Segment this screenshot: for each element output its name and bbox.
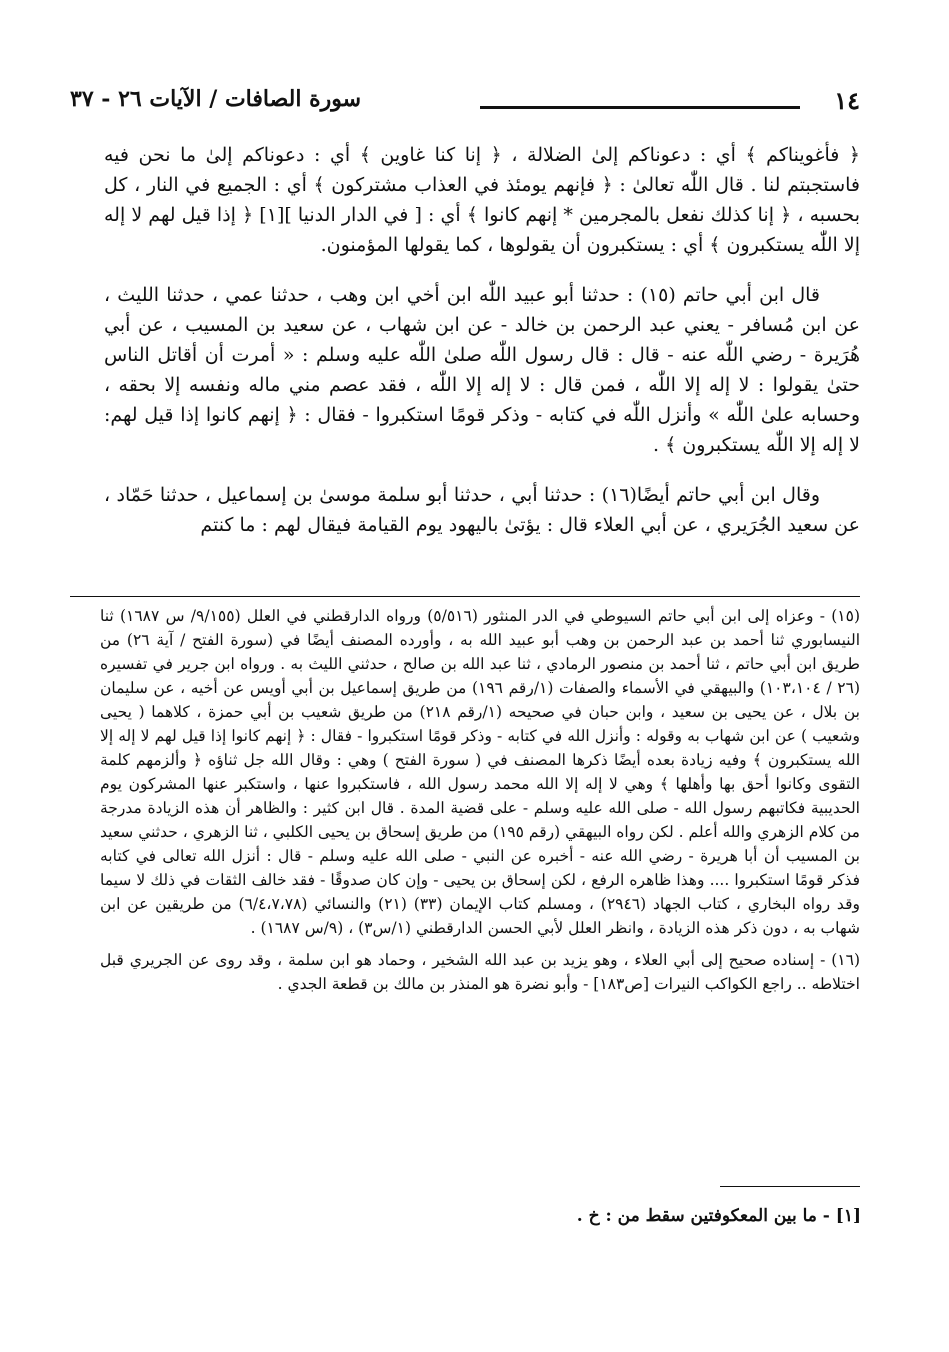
manuscript-note: [١] - ما بين المعكوفتين سقط من : خ . [576,1206,861,1226]
running-title: سورة الصافات / الآيات ٢٦ - ٣٧ [70,86,362,112]
paragraph-hadith-15: قال ابن أبي حاتم (١٥) : حدثنا أبو عبيد اللّٰه ابن أخي ابن وهب ، حدثنا عمي ، حدثنا الليث ، عن ابن مُسافر - يعني عبد الرحمن بن خالد - عن ابن شهاب ، عن سعيد بن المسيب ، عن أبي هُرَيرة - رضي اللّٰه عنه - قال : قال رسول اللّٰه صلىٰ اللّٰه عليه وسلم : « أمرت أن أقاتل الناس حتىٰ يقولوا : لا إله إلا اللّٰه ، فمن قال : لا إله إلا اللّٰه ، فقد عصم مني ماله ونفسه إلا بحقه ، وحسابه علىٰ اللّٰه » وأنزل اللّٰه في كتابه - وذكر قومًا استكبروا - فقال : ﴿ إنهم كانوا إذا قيل لهم: لا إله إلا اللّٰه يستكبرون ﴾ . [104,284,860,456]
paragraph-hadith-16: وقال ابن أبي حاتم أيضًا(١٦) : حدثنا أبي ، حدثنا أبو سلمة موسىٰ بن إسماعيل ، حدثنا حَمّاد ، عن سعيد الجُرَيري ، عن أبي العلاء قال : يؤتىٰ باليهود يوم القيامة فيقال لهم : ما كنتم [104,484,860,536]
main-text [104,140,860,560]
header-rule [480,106,800,109]
page-number: ١٤ [834,86,860,115]
note-divider [720,1186,860,1187]
footnote-15: (١٥) - وعزاه إلى ابن أبي حاتم السيوطي في الدر المنثور (٥/٥١٦) ورواه الدارقطني في العلل (٩/١٥٥/ س ١٦٨٧) ثنا النيسابوري ثنا أحمد بن عبد الرحمن بن وهب أبو عبيد الله به ، وأورده المصنف أيضًا في (سورة الفتح / آية ٢٦) من طريق ابن أبي حاتم ، ثنا أحمد بن منصور الرمادي ، ثنا عبد الله بن صالح ، حدثني الليث به . ورواه ابن جرير في تفسيره (٢٦ / ١٠٣،١٠٤) والبيهقي في الأسماء والصفات (١/رقم ١٩٦) من طريق إسماعيل بن أبي أويس عن أخيه ، عن سليمان بن بلال ، عن يحيى بن سعيد ، وابن حبان في صحيحه (١/رقم ٢١٨) من طريق شعيب بن أبي حمزة ، كلاهما ( يحيى وشعيب ) عن ابن شهاب به وقوله : وأنزل الله في كتابه - وذكر قومًا استكبروا - فقال : ﴿ إنهم كانوا إذا قيل لهم لا إله إلا الله يستكبرون ﴾ وفيه زيادة بعده أيضًا ذكرها المصنف في ( سورة الفتح ) وهي : وقال الله جل ثناؤه ﴿ وألزمهم كلمة التقوى وكانوا أحق بها وأهلها ﴾ وهي لا إله إلا الله محمد رسول الله ، فاستكبروا عنها ، واستكبر عنها المشركون يوم الحديبية فكاتبهم رسول الله - صلى الله عليه وسلم - على قضية المدة . قال ابن كثير : والظاهر أن هذه الزيادة مدرجة من كلام الزهري والله أعلم . لكن رواه البيهقي (رقم ١٩٥) من طريق إسحاق بن يحيى الكلبي ، ثنا الزهري ، حدثني سعيد بن المسيب أن أبا هريرة - رضي الله عنه - أخبره عن النبي - صلى الله عليه وسلم - قال : أنزل الله تعالى في كتابه فذكر قومًا استكبروا .... وهذا ظاهره الرفع ، لكن إسحاق بن يحيى - وإن كان صدوقًا - فقد خالف الثقات في ذلك لا سيما وقد رواه البخاري ، كتاب الجهاد (٢٩٤٦) ، ومسلم كتاب الإيمان (٣٣) (٢١) والنسائي (٦/٤،٧،٧٨) من طريقين عن ابن شهاب به ، دون ذكر هذه الزيادة ، وانظر العلل لأبي الحسن الدارقطني (١/س٣) ، (٩/س ١٦٨٧) . [100,607,860,937]
footnote-16: (١٦) - إسناده صحيح إلى أبي العلاء ، وهو يزيد بن عبد الله الشخير ، وحماد هو ابن سلمة ، وقد روى عن الجريري قبل اختلاطه .. راجع الكواكب النيرات [ص١٨٣] - وأبو نضرة هو المنذر بن مالك بن قطعة الجدي . [100,951,860,993]
page-header [70,86,860,126]
footnotes [100,604,860,1004]
paragraph-tafsir: ﴿ فأغويناكم ﴾ أي : دعوناكم إلىٰ الضلالة ، ﴿ إنا كنا غاوين ﴾ أي : دعوناكم إلىٰ ما نحن فيه فاستجبتم لنا . قال اللّٰه تعالىٰ : ﴿ فإنهم يومئذ في العذاب مشتركون ﴾ أي : الجميع في النار ، كل بحسبه ، ﴿ إنا كذلك نفعل بالمجرمين * إنهم كانوا ﴾ أي : [ في الدار الدنيا ][١] ﴿ إذا قيل لهم لا إله إلا اللّٰه يستكبرون ﴾ أي : يستكبرون أن يقولوها ، كما يقولها المؤمنون. [104,144,860,256]
footnote-divider [70,596,860,597]
